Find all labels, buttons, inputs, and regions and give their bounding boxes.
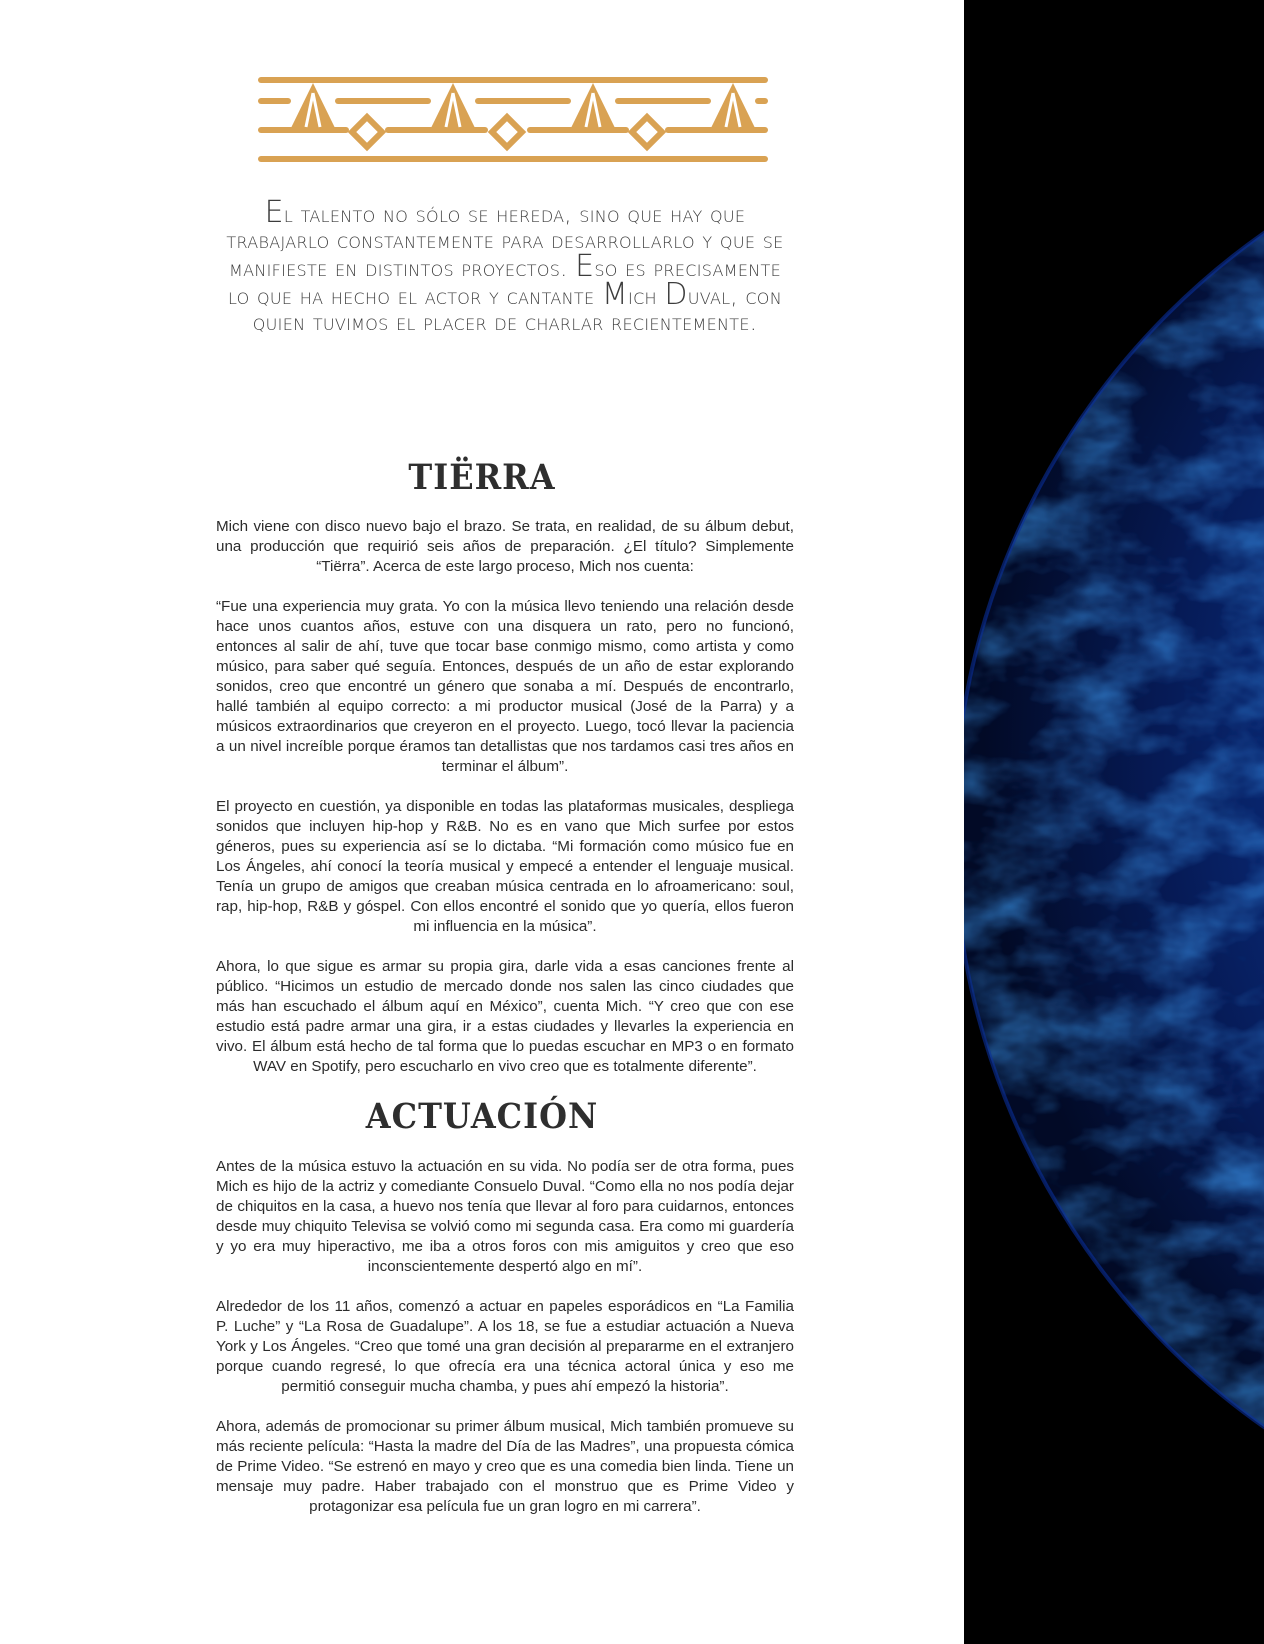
drop-initial: M [601,277,629,312]
body-paragraph: Mich viene con disco nuevo bajo el brazo. Se trata, en realidad, de su álbum debut, una producción que requirió seis años de preparación. ¿El título? Simplemente “Tiërra”. Acerca de este largo proceso, Mich nos cuenta: [216,518,794,575]
body-paragraph: El proyecto en cuestión, ya disponible en todas las plataformas musicales, despliega sonidos que incluyen hip-hop y R&B. No es en vano que Mich surfee por estos géneros, pues su experiencia así se lo dictaba. “Mi formación como músico fue en Los Ángeles, ahí conocí la teoría musical y empecé a entender el lenguaje musical. Tenía un grupo de amigos que creaban música centrada en lo afroamericano: soul, rap, hip-hop, R&B y góspel. Con ellos encontré el sonido que yo quería, ellos fueron mi influencia en la música”. [216,798,794,935]
decorative-ornament-icon [258,75,768,165]
intro-text: uval, con quien tuvimos el placer de charlar recientemente. [252,284,782,336]
intro-text: l talento no sólo se hereda, sino que hay que trabajarlo constantemente para desarrollarlo y que se manifieste en distintos proyectos. [226,202,784,282]
intro-text: ich [628,284,665,310]
drop-initial: E [575,249,595,284]
intro-paragraph [220,195,790,336]
section-title-actuacion: ACTUACIÓN [365,1095,599,1137]
planet-image-panel [964,0,1264,1644]
body-paragraph: Ahora, lo que sigue es armar su propia gira, darle vida a esas canciones frente al público. “Hicimos un estudio de mercado donde nos salen las cinco ciudades que más han escuchado el álbum aquí en México”, cuenta Mich. “Y creo que con ese estudio está padre armar una gira, ir a estas ciudades y llevarles la experiencia en vivo. El álbum está hecho de tal forma que lo puedas escuchar en MP3 o en formato WAV en Spotify, pero escucharlo en vivo creo que es totalmente diferente”. [216,958,794,1075]
body-paragraph: Antes de la música estuvo la actuación en su vida. No podía ser de otra forma, pues Mich es hijo de la actriz y comediante Consuelo Duval. “Como ella no nos podía dejar de chiquitos en la casa, a huevo nos tenía que llevar al foro para cuidarnos, entonces desde muy chiquito Televisa se volvió como mi segunda casa. Era como mi guardería y yo era muy hiperactivo, me iba a otros foros con mis amiguitos y creo que eso inconscientemente despertó algo en mí”. [216,1158,794,1275]
body-paragraph: Ahora, además de promocionar su primer álbum musical, Mich también promueve su más reciente película: “Hasta la madre del Día de las Madres”, una propuesta cómica de Prime Video. “Se estrenó en mayo y creo que es una comedia bien linda. Tiene un mensaje muy padre. Haber trabajado con el monstruo que es Prime Video y protagonizar esa película fue un gran logro en mi carrera”. [216,1418,794,1515]
body-paragraph: “Fue una experiencia muy grata. Yo con la música llevo teniendo una relación desde hace unos cuantos años, estuve con una disquera un rato, pero no funcionó, entonces al salir de ahí, tuve que tocar base conmigo mismo, como artista y como músico, para saber qué seguía. Entonces, después de un año de estar explorando sonidos, creo que encontré un género que sonaba a mí. Después de encontrarlo, hallé también al equipo correcto: a mi productor musical (José de la Parra) y a músicos extraordinarios que creyeron en el proyecto. Luego, tocó llevar la paciencia a un nivel increíble porque éramos tan detallistas que nos tardamos casi tres años en terminar el álbum”. [216,598,794,775]
body-paragraph: Alrededor de los 11 años, comenzó a actuar en papeles esporádicos en “La Familia P. Luche” y “La Rosa de Guadalupe”. A los 18, se fue a estudiar actuación a Nueva York y Los Ángeles. “Creo que tomé una gran decisión al prepararme en el extranjero porque cuando regresé, lo que ofrecía era una técnica actoral única y eso me permitió conseguir mucha chamba, y pues ahí empezó la historia”. [216,1298,794,1395]
intro-text: so es precisamente lo que ha hecho el actor y cantante [228,256,781,310]
blue-planet-image [964,0,1264,1644]
section-title-tierra: TIËRRA [408,456,556,498]
drop-initial: D [664,277,688,312]
drop-initial: E [264,195,284,230]
